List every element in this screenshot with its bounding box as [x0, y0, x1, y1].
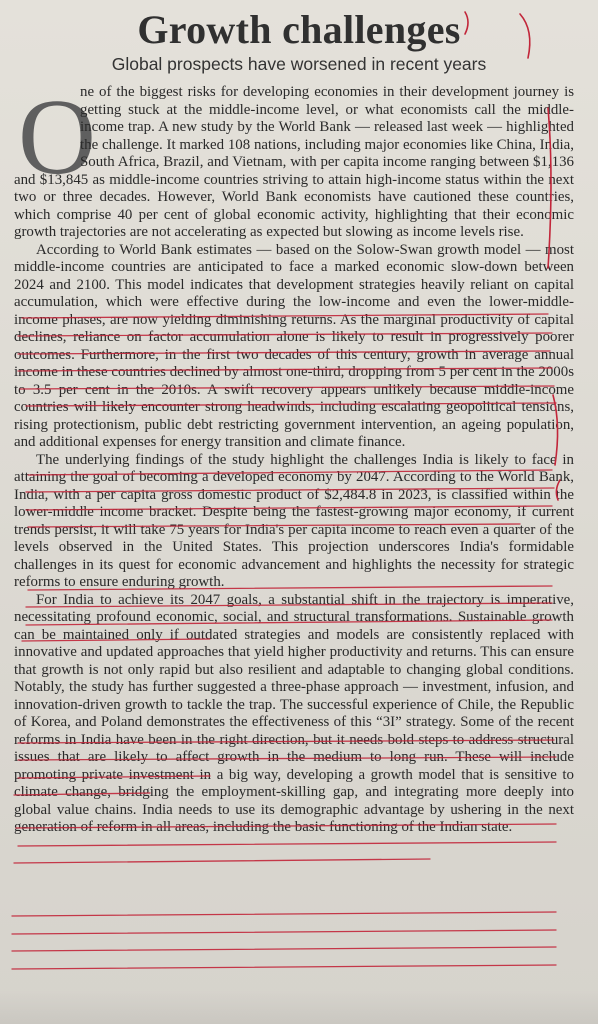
underline — [12, 912, 556, 916]
subheadline: Global prospects have worsened in recent years — [111, 54, 487, 74]
underline — [12, 947, 556, 951]
underline — [12, 930, 556, 934]
paragraph-1: ne of the biggest risks for developing economies in their development journey is getting stuck at the middle-income level, or what economists call the middle-income trap. A new study by the World Bank — released last week — highlighted the challenge. It marked 108 nations, including major economies like China, India, South Africa, Brazil, and Vietnam, with per capita income ranging between $1,136 and $13,845 as middle-income countries striving to attain high-income status within the next two or three decades. However, World Bank economists have cautioned these countries, which comprise 40 per cent of global economic activity, highlighting that their economic growth trajectories are not accelerating as expected but slowing as income levels rise. — [14, 84, 574, 240]
page-shadow — [0, 990, 598, 1024]
paragraph-2: According to World Bank estimates — based on the Solow-Swan growth model — most middle-income countries are anticipated to face a marked economic slow-down between 2024 and 2100. This model indicates that development strategies heavily reliant on capital accumulation, which were effective during the low-income and even the lower-middle-income phases, are now yielding diminishing returns. As the marginal productivity of capital declines, reliance on factor accumulation alone is likely to result in progressively poorer outcomes. Furthermore, in the first two decades of this century, growth in average annual income in these countries declined by almost one-third, dropping from 5 per cent in the 2000s to 3.5 per cent in the 2010s. A swift recovery appears unlikely because middle-income countries will likely encounter strong headwinds, including escalating geopolitical tensions, rising protectionism, public debt restricting government intervention, an ageing population, and additional expenses for energy transition and climate finance. — [14, 241, 574, 450]
underline — [18, 842, 556, 846]
paragraph-3: The underlying findings of the study highlight the challenges India is likely to face in attaining the goal of becoming a developed economy by 2047. According to the World Bank, India, with a per capita gross domestic product of $2,484.8 in 2023, is classified within the lower-middle income bracket. Despite being the fastest-growing major economy, if current trends persist, it will take 75 years for India's per capita income to reach even a quarter of the levels observed in the United States. This projection underscores India's formidable challenges in its quest for economic advancement and highlights the necessity for strategic reforms to ensure enduring growth. — [14, 451, 574, 590]
drop-cap: O — [18, 78, 96, 197]
underline — [14, 859, 430, 863]
headline: Growth challenges — [137, 7, 461, 52]
article-body — [14, 78, 574, 837]
paragraph-4: For India to achieve its 2047 goals, a substantial shift in the trajectory is imperative, necessitating profound economic, social, and structural transformations. Sustainable growth can be maintained only if outdated strategies and models are consistently replaced with innovative and updated approaches that yield higher productivity and returns. This can ensure that growth is not only rapid but also resilient and adaptable to changing global conditions. Notably, the study has further suggested a three-phase approach — investment, infusion, and innovation-driven growth to tackle the trap. The successful experience of Chile, the Republic of Korea, and Poland demonstrates the effectiveness of this “3I” strategy. Some of the recent reforms in India have been in the right direction, but it needs bold steps to address structural issues that are likely to affect growth in the medium to long run. These will include promoting private investment in a big way, developing a growth model that is sensitive to climate change, bridging the employment-skilling gap, and integrating more deeply into global value chains. India needs to use its demographic advantage by ushering in the next generation of reform in all areas, including the basic functioning of the Indian state. — [14, 591, 574, 835]
underline — [12, 965, 556, 969]
